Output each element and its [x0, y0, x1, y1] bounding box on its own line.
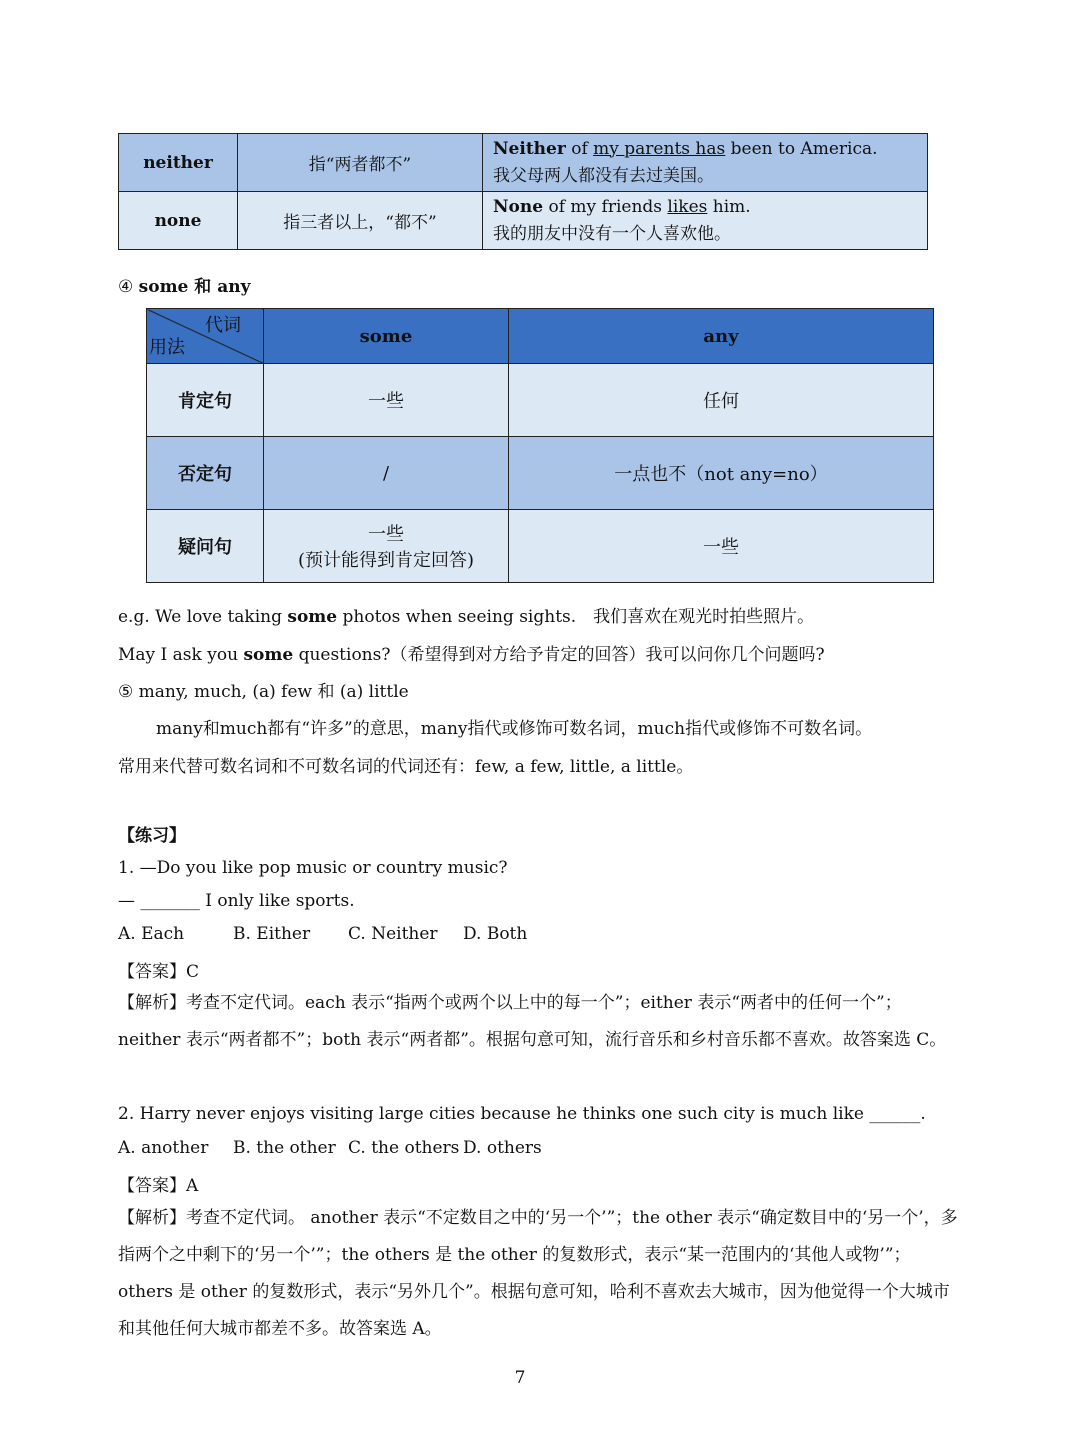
question-1: 1. —Do you like pop music or country music?: [118, 858, 508, 878]
question-2-options: A. another B. the other C. the others D. others: [118, 1138, 542, 1158]
section5-paragraph-2: 常用来代替可数名词和不可数名词的代词还有：few, a few, little, a little。: [118, 757, 694, 777]
table-row: [147, 364, 934, 437]
section-heading-some-any: ④ some 和 any: [118, 277, 251, 297]
question-1-response: — _______ I only like sports.: [118, 891, 355, 911]
table-header-row: [147, 309, 934, 364]
some-cell: 一些 (预计能得到肯定回答): [264, 510, 509, 583]
answer-2: 【答案】A: [118, 1176, 199, 1196]
any-cell: 一些: [509, 510, 934, 583]
column-header-any: any: [509, 309, 934, 364]
explanation-1: 【解析】考查不定代词。each 表示“指两个或两个以上中的每一个”；either 表示“两者中的任何一个”；neither 表示“两者都不”；both 表示“两者都”。根据句意可知，流行音乐和乡村音乐都不喜欢。故答案选 C。: [118, 993, 947, 1050]
page-number: 7: [514, 1368, 526, 1388]
table-row: [119, 192, 928, 250]
row-label: 否定句: [147, 437, 264, 510]
meaning-cell: 指三者以上，“都不”: [238, 192, 483, 250]
word-cell: neither: [119, 134, 238, 192]
table-row: [147, 437, 934, 510]
row-label: 疑问句: [147, 510, 264, 583]
column-header-some: some: [264, 309, 509, 364]
section-heading-many-much: ⑤ many, much, (a) few 和 (a) little: [118, 682, 409, 702]
table-row: [147, 510, 934, 583]
corner-top-label: 代词: [205, 315, 241, 336]
some-cell: 一些: [264, 364, 509, 437]
explanation-2: 【解析】考查不定代词。 another 表示“不定数目之中的‘另一个’”；the other 表示“确定数目中的‘另一个’，多指两个之中剩下的‘另一个’”；the others 是 the other 的复数形式，表示“某一范围内的‘其他人或物’”；others 是 other 的复数形式，表示“另外几个”。根据句意可知，哈利不喜欢去大城市，因为他觉得一个大城市和其他任何大城市都差不多。故答案选 A。: [118, 1208, 958, 1339]
question-2: 2. Harry never enjoys visiting large cities because he thinks one such city is much like ______.: [118, 1104, 926, 1124]
table-row: [119, 134, 928, 192]
question-1-options: A. Each B. Either C. Neither D. Both: [118, 924, 528, 944]
any-cell: 一点也不（not any=no）: [509, 437, 934, 510]
answer-1: 【答案】C: [118, 962, 200, 982]
practice-heading: 【练习】: [118, 826, 186, 846]
example-cell: None of my friends likes him. 我的朋友中没有一个人喜欢他。: [483, 192, 928, 250]
some-any-table: [146, 308, 934, 583]
any-cell: 任何: [509, 364, 934, 437]
corner-header-cell: [147, 309, 264, 364]
example-sentence-1: e.g. We love taking some photos when seeing sights. 我们喜欢在观光时拍些照片。: [118, 607, 815, 627]
example-cell: Neither of my parents has been to America. 我父母两人都没有去过美国。: [483, 134, 928, 192]
meaning-cell: 指“两者都不”: [238, 134, 483, 192]
corner-bottom-label: 用法: [149, 337, 185, 358]
example-sentence-2: May I ask you some questions?（希望得到对方给予肯定的回答）我可以问你几个问题吗?: [118, 645, 825, 665]
row-label: 肯定句: [147, 364, 264, 437]
pronoun-table-neither-none: [118, 133, 928, 250]
word-cell: none: [119, 192, 238, 250]
some-cell: /: [264, 437, 509, 510]
section5-paragraph-1: many和much都有“许多”的意思，many指代或修饰可数名词，much指代或修饰不可数名词。: [156, 719, 873, 739]
